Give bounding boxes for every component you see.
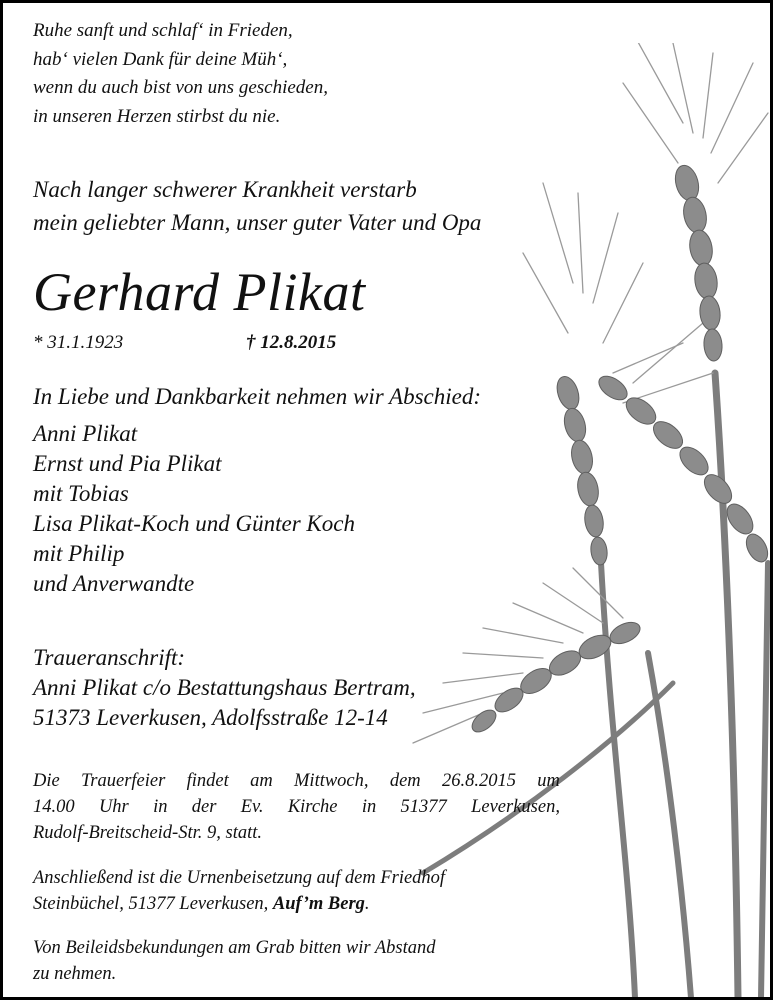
burial-info (33, 865, 445, 917)
ceremony-word: Trauerfeier (81, 771, 166, 791)
ceremony-word: dem (389, 771, 421, 791)
ceremony-word: 14.00 (33, 797, 75, 817)
burial-site-name: Auf’m Berg (272, 894, 365, 914)
burial-line: Anschließend ist die Urnenbeisetzung auf dem Friedhof (33, 868, 446, 888)
address-label: Traueranschrift: (33, 645, 186, 670)
condolence-note (33, 935, 436, 987)
burial-location: Steinbüchel, 51377 Leverkusen, (33, 894, 273, 914)
birth-date: * 31.1.1923 (33, 332, 124, 353)
death-date: † 12.8.2015 (246, 332, 337, 353)
ceremony-info (33, 768, 560, 846)
mourning-address (33, 643, 416, 733)
ear-right-lower (595, 371, 772, 565)
condolence-line: zu nehmen. (33, 964, 117, 984)
ceremony-word: Mittwoch, (294, 771, 369, 791)
ceremony-line (33, 768, 560, 794)
mourner-item: mit Philip (33, 541, 125, 566)
ceremony-word: Uhr (98, 797, 129, 817)
mourner-item: Anni Plikat (33, 421, 138, 446)
ceremony-word: Die (33, 771, 60, 791)
ceremony-word: Ev. (240, 797, 264, 817)
poem-line: in unseren Herzen stirbst du nie. (33, 105, 281, 127)
burial-punctuation: . (364, 894, 370, 914)
ceremony-line: Rudolf-Breitscheid-Str. 9, statt. (33, 823, 263, 843)
ceremony-word: Leverkusen, (471, 797, 560, 817)
ceremony-word: 26.8.2015 (441, 771, 516, 791)
address-line: 51373 Leverkusen, Adolfsstraße 12-14 (33, 705, 388, 730)
ceremony-word: 51377 (400, 797, 447, 817)
mourner-item: Ernst und Pia Plikat (33, 451, 222, 476)
ceremony-word: Kirche (287, 797, 338, 817)
ceremony-word: in (361, 797, 377, 817)
poem-line: Ruhe sanft und schlaf‘ in Frieden, (33, 20, 293, 41)
ceremony-word: um (537, 771, 560, 791)
ceremony-line (33, 794, 560, 820)
ear-right-upper (672, 163, 723, 362)
mourner-item: mit Tobias (33, 481, 129, 506)
ceremony-word: am (250, 771, 273, 791)
burial-line (33, 891, 445, 917)
poem-line: hab‘ vielen Dank für deine Müh‘, (33, 48, 288, 70)
address-line: Anni Plikat c/o Bestattungshaus Bertram, (33, 675, 416, 700)
intro-text (33, 173, 481, 239)
condolence-line: Von Beileidsbekundungen am Grab bitten wir Abstand (33, 938, 436, 958)
ear-middle (553, 374, 608, 566)
mourner-item: und Anverwandte (33, 571, 195, 596)
ceremony-word: in (153, 797, 168, 817)
mourner-item: Lisa Plikat-Koch und Günter Koch (33, 511, 355, 536)
deceased-name: Gerhard Plikat (33, 262, 366, 322)
mourners-list (33, 419, 355, 599)
farewell-text: In Liebe und Dankbarkeit nehmen wir Abschied: (33, 384, 481, 409)
poem-line: wenn du auch bist von uns geschieden, (33, 77, 328, 98)
ceremony-word: der (191, 797, 217, 817)
poem (33, 17, 328, 131)
ceremony-word: findet (186, 771, 229, 791)
intro-line: Nach langer schwerer Krankheit verstarb (33, 177, 417, 202)
intro-line: mein geliebter Mann, unser guter Vater und Opa (33, 210, 482, 235)
